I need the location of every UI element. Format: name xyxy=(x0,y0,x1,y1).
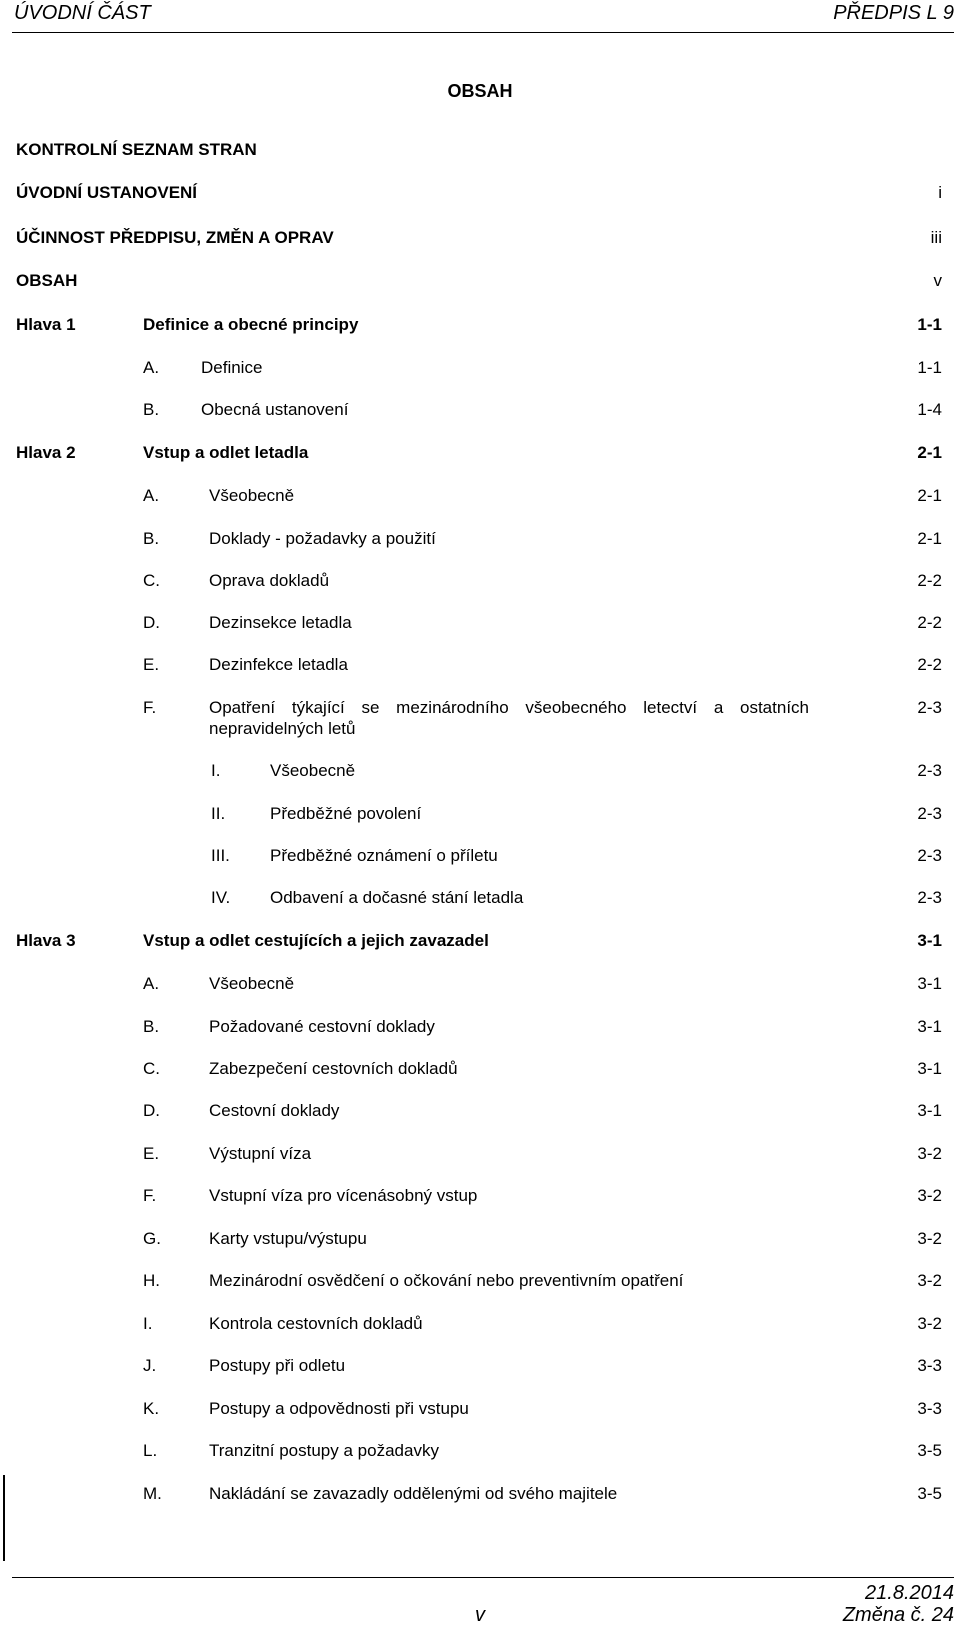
chapter-label: Hlava 3 xyxy=(16,931,76,950)
item-page: 3-1 xyxy=(917,1059,942,1078)
item-letter: E. xyxy=(143,1144,160,1163)
toc-item[interactable] xyxy=(16,570,942,594)
subitem-number: II. xyxy=(211,804,226,823)
item-text: Všeobecně xyxy=(209,486,295,505)
footer-page-number: v xyxy=(475,1604,485,1626)
item-page: 3-1 xyxy=(917,1101,942,1120)
item-page: 3-3 xyxy=(917,1356,942,1375)
subitem-text: Předběžné oznámení o příletu xyxy=(270,846,498,865)
item-text: Definice xyxy=(201,358,263,377)
item-page: 2-2 xyxy=(917,655,942,674)
toc-item[interactable] xyxy=(16,612,942,636)
item-page: 1-4 xyxy=(917,400,942,419)
item-letter: A. xyxy=(143,486,160,505)
item-text: Požadované cestovní doklady xyxy=(209,1017,435,1036)
item-text: Nakládání se zavazadly oddělenými od svého majitele xyxy=(209,1484,618,1503)
toc-entry-page: i xyxy=(938,183,942,202)
item-letter: B. xyxy=(143,400,160,419)
item-letter: J. xyxy=(143,1356,157,1375)
chapter-page: 2-1 xyxy=(917,443,942,462)
toc-subitem[interactable] xyxy=(16,887,942,911)
item-letter: D. xyxy=(143,1101,160,1120)
toc-item[interactable] xyxy=(16,485,942,509)
item-page: 3-5 xyxy=(917,1484,942,1503)
item-text: Všeobecně xyxy=(209,974,295,993)
header-section: ÚVODNÍ ČÁST xyxy=(14,2,151,24)
item-letter: M. xyxy=(143,1484,162,1503)
item-page: 3-2 xyxy=(917,1314,942,1333)
item-page: 3-5 xyxy=(917,1441,942,1460)
toc-item[interactable] xyxy=(16,1228,942,1252)
chapter-page: 3-1 xyxy=(917,931,942,950)
item-text: Tranzitní postupy a požadavky xyxy=(209,1441,439,1460)
header-divider xyxy=(12,32,954,33)
item-text: Postupy při odletu xyxy=(209,1356,346,1375)
toc-entry[interactable] xyxy=(16,182,942,206)
toc-item[interactable] xyxy=(16,1313,942,1337)
chapter-heading[interactable] xyxy=(16,930,942,954)
item-letter: B. xyxy=(143,529,160,548)
item-page: 2-2 xyxy=(917,613,942,632)
toc-item[interactable] xyxy=(16,1355,942,1379)
subitem-text: Předběžné povolení xyxy=(270,804,422,823)
toc-entry[interactable] xyxy=(16,139,942,163)
item-page: 3-2 xyxy=(917,1229,942,1248)
item-page: 3-3 xyxy=(917,1399,942,1418)
toc-subitem[interactable] xyxy=(16,803,942,827)
item-letter: H. xyxy=(143,1271,160,1290)
item-text: Obecná ustanovení xyxy=(201,400,349,419)
item-page: 3-1 xyxy=(917,974,942,993)
subitem-number: IV. xyxy=(211,888,231,907)
item-letter: B. xyxy=(143,1017,160,1036)
toc-item[interactable] xyxy=(16,1016,942,1040)
toc-item[interactable] xyxy=(16,1440,942,1464)
item-letter: I. xyxy=(143,1314,153,1333)
toc-entry-label: ÚČINNOST PŘEDPISU, ZMĚN A OPRAV xyxy=(16,228,334,247)
subitem-number: I. xyxy=(211,761,221,780)
footer-divider xyxy=(12,1577,954,1578)
subitem-page: 2-3 xyxy=(917,761,942,780)
header-regulation: PŘEDPIS L 9 xyxy=(833,2,954,24)
chapter-title: Definice a obecné principy xyxy=(143,315,359,334)
item-letter: F. xyxy=(143,1186,157,1205)
toc-subitem[interactable] xyxy=(16,760,942,784)
toc-entry[interactable] xyxy=(16,227,942,251)
item-text: Vstupní víza pro vícenásobný vstup xyxy=(209,1186,478,1205)
toc-item[interactable] xyxy=(16,1185,942,1209)
subitem-page: 2-3 xyxy=(917,888,942,907)
toc-item[interactable] xyxy=(16,1270,942,1294)
toc-item[interactable] xyxy=(16,973,942,997)
item-page: 2-2 xyxy=(917,571,942,590)
item-text: Zabezpečení cestovních dokladů xyxy=(209,1059,458,1078)
item-page: 1-1 xyxy=(917,358,942,377)
toc-item-continuation xyxy=(16,718,942,742)
toc-entry-label: OBSAH xyxy=(16,271,78,290)
toc-entry-label: ÚVODNÍ USTANOVENÍ xyxy=(16,183,198,202)
item-text: Výstupní víza xyxy=(209,1144,312,1163)
footer-date: 21.8.2014 xyxy=(865,1582,954,1604)
toc-item[interactable] xyxy=(16,1100,942,1124)
item-letter: F. xyxy=(143,698,157,717)
item-text: Kontrola cestovních dokladů xyxy=(209,1314,423,1333)
subitem-text: Odbavení a dočasné stání letadla xyxy=(270,888,524,907)
subitem-text: Všeobecně xyxy=(270,761,356,780)
item-text: Karty vstupu/výstupu xyxy=(209,1229,367,1248)
item-text: Mezinárodní osvědčení o očkování nebo preventivním opatření xyxy=(209,1271,684,1290)
item-page: 2-3 xyxy=(917,698,942,717)
item-page: 3-1 xyxy=(917,1017,942,1036)
item-text: Doklady - požadavky a použití xyxy=(209,529,436,548)
page-title: OBSAH xyxy=(447,81,513,101)
item-letter: A. xyxy=(143,358,160,377)
toc-entry-label: KONTROLNÍ SEZNAM STRAN xyxy=(16,140,257,159)
chapter-heading[interactable] xyxy=(16,314,942,338)
item-text-continuation: nepravidelných letů xyxy=(209,719,356,738)
toc-item[interactable] xyxy=(16,654,942,678)
chapter-title: Vstup a odlet letadla xyxy=(143,443,309,462)
item-letter: G. xyxy=(143,1229,161,1248)
change-bar xyxy=(3,1475,5,1561)
chapter-label: Hlava 2 xyxy=(16,443,76,462)
item-page: 2-1 xyxy=(917,486,942,505)
toc-entry-page: iii xyxy=(930,228,942,247)
toc-item[interactable] xyxy=(16,528,942,552)
item-text: Postupy a odpovědnosti při vstupu xyxy=(209,1399,469,1418)
item-page: 3-2 xyxy=(917,1271,942,1290)
subitem-number: III. xyxy=(211,846,230,865)
toc-entry-page: v xyxy=(933,271,942,290)
item-text: Dezinfekce letadla xyxy=(209,655,348,674)
subitem-page: 2-3 xyxy=(917,804,942,823)
chapter-title: Vstup a odlet cestujících a jejich zavazadel xyxy=(143,931,489,950)
chapter-page: 1-1 xyxy=(917,315,942,334)
item-letter: D. xyxy=(143,613,160,632)
toc-entry[interactable] xyxy=(16,270,942,294)
chapter-heading[interactable] xyxy=(16,442,942,466)
toc-item[interactable] xyxy=(16,1483,942,1507)
item-text: Cestovní doklady xyxy=(209,1101,340,1120)
item-letter: C. xyxy=(143,571,160,590)
item-page: 3-2 xyxy=(917,1144,942,1163)
toc-item[interactable] xyxy=(16,1143,942,1167)
footer-change: Změna č. 24 xyxy=(842,1604,954,1626)
toc-item[interactable] xyxy=(16,1398,942,1422)
item-text: Dezinsekce letadla xyxy=(209,613,352,632)
toc-item[interactable] xyxy=(16,1058,942,1082)
item-letter: E. xyxy=(143,655,160,674)
toc-subitem[interactable] xyxy=(16,845,942,869)
item-page: 3-2 xyxy=(917,1186,942,1205)
subitem-page: 2-3 xyxy=(917,846,942,865)
toc-item[interactable] xyxy=(16,357,942,381)
item-page: 2-1 xyxy=(917,529,942,548)
item-letter: C. xyxy=(143,1059,160,1078)
item-letter: A. xyxy=(143,974,160,993)
item-text: Opatření týkající se mezinárodního všeobecného letectví a ostatních xyxy=(209,698,809,717)
toc-item[interactable] xyxy=(16,399,942,423)
item-letter: L. xyxy=(143,1441,158,1460)
item-letter: K. xyxy=(143,1399,160,1418)
item-text: Oprava dokladů xyxy=(209,571,330,590)
chapter-label: Hlava 1 xyxy=(16,315,76,334)
